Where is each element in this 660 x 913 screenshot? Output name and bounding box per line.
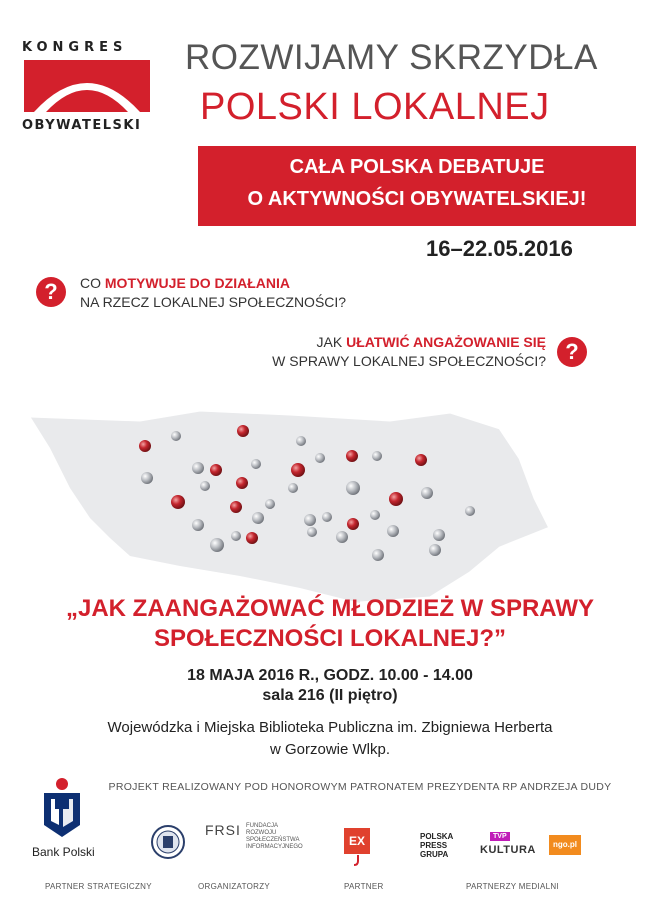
bead-red bbox=[236, 477, 248, 489]
banner-line1: CAŁA POLSKA DEBATUJE bbox=[289, 156, 545, 178]
polska-press-line2: PRESS bbox=[420, 841, 448, 850]
logo-top-text: KONGRES bbox=[22, 40, 128, 55]
partner-hook-icon bbox=[352, 855, 364, 867]
bead-silver bbox=[296, 436, 306, 446]
university-seal-icon bbox=[150, 824, 186, 860]
bead-red bbox=[210, 464, 222, 476]
debate-title-line2: SPOŁECZNOŚCI LOKALNEJ?” bbox=[153, 625, 507, 652]
bead-silver bbox=[387, 525, 399, 537]
bead-silver bbox=[171, 431, 181, 441]
page-title-line2: POLSKI LOKALNEJ bbox=[200, 86, 550, 128]
bead-silver bbox=[336, 531, 348, 543]
patronage-note: PROJEKT REALIZOWANY POD HONOROWYM PATRONATEM PREZYDENTA RP ANDRZEJA DUDY bbox=[108, 781, 612, 793]
bead-silver bbox=[251, 459, 261, 469]
event-time: 18 MAJA 2016 R., GODZ. 10.00 - 14.00 bbox=[187, 667, 473, 684]
question-2-highlight: UŁATWIĆ ANGAŻOWANIE SIĘ bbox=[346, 334, 546, 350]
frsi-line1: FUNDACJA bbox=[246, 823, 279, 829]
debate-title-line1: „JAK ZAANGAŻOWAĆ MŁODZIEŻ W SPRAWY bbox=[66, 595, 594, 622]
bead-silver bbox=[429, 544, 441, 556]
bead-silver bbox=[200, 481, 210, 491]
venue-line2: w Gorzowie Wlkp. bbox=[269, 741, 391, 758]
bead-silver bbox=[304, 514, 316, 526]
frsi-line4: INFORMACYJNEGO bbox=[246, 844, 303, 850]
bead-red bbox=[347, 518, 359, 530]
bead-silver bbox=[265, 499, 275, 509]
page-title-line1: ROZWIJAMY SKRZYDŁA bbox=[185, 38, 598, 77]
venue-line1: Wojewódzka i Miejska Biblioteka Publiczna im. Zbigniewa Herberta bbox=[107, 719, 553, 736]
question-2-prefix: JAK bbox=[316, 334, 347, 350]
frsi-line3: SPOŁECZEŃSTWA bbox=[246, 837, 300, 843]
question-2-line2: W SPRAWY LOKALNEJ SPOŁECZNOŚCI? bbox=[272, 353, 546, 369]
bead-silver bbox=[192, 462, 204, 474]
bead-red bbox=[415, 454, 427, 466]
bank-name: Bank Polski bbox=[32, 845, 95, 859]
bead-red bbox=[237, 425, 249, 437]
bead-silver bbox=[192, 519, 204, 531]
bead-red bbox=[230, 501, 242, 513]
event-room: sala 216 (II piętro) bbox=[262, 687, 398, 704]
bead-silver bbox=[372, 451, 382, 461]
poland-map-icon bbox=[30, 398, 630, 608]
tvp-kultura: KULTURA bbox=[480, 844, 536, 856]
bead-silver bbox=[433, 529, 445, 541]
label-partner: PARTNER bbox=[344, 882, 384, 891]
frsi-abbr: FRSI bbox=[205, 822, 241, 838]
frsi-full bbox=[246, 823, 303, 851]
question-2 bbox=[262, 333, 546, 371]
question-1 bbox=[80, 274, 346, 312]
label-media-partners: PARTNERZY MEDIALNI bbox=[466, 882, 559, 891]
bead-silver bbox=[465, 506, 475, 516]
ngo-logo: ngo.pl bbox=[549, 835, 581, 855]
bead-silver bbox=[315, 453, 325, 463]
bead-silver bbox=[421, 487, 433, 499]
partner-logo: EX bbox=[344, 828, 370, 854]
bead-red bbox=[171, 495, 185, 509]
tvp-badge: TVP bbox=[490, 832, 510, 841]
bead-red bbox=[246, 532, 258, 544]
label-organizers: ORGANIZATORZY bbox=[198, 882, 271, 891]
logo-bottom-text: OBYWATELSKI bbox=[22, 118, 142, 133]
label-strategic-partner: PARTNER STRATEGICZNY bbox=[45, 882, 152, 891]
question-icon: ? bbox=[557, 337, 587, 367]
bead-silver bbox=[307, 527, 317, 537]
debate-banner bbox=[198, 146, 636, 226]
bead-red bbox=[389, 492, 403, 506]
question-1-prefix: CO bbox=[80, 275, 105, 291]
bead-silver bbox=[210, 538, 224, 552]
bead-silver bbox=[231, 531, 241, 541]
bead-red bbox=[291, 463, 305, 477]
question-icon: ? bbox=[36, 277, 66, 307]
bead-silver bbox=[370, 510, 380, 520]
bead-silver bbox=[288, 483, 298, 493]
frsi-line2: ROZWOJU bbox=[246, 830, 277, 836]
bead-silver bbox=[346, 481, 360, 495]
polska-press-logo bbox=[420, 832, 453, 859]
bead-silver bbox=[252, 512, 264, 524]
question-1-line2: NA RZECZ LOKALNEJ SPOŁECZNOŚCI? bbox=[80, 294, 347, 310]
bead-red bbox=[139, 440, 151, 452]
question-1-highlight: MOTYWUJE DO DZIAŁANIA bbox=[104, 275, 290, 291]
pko-logo-icon bbox=[40, 777, 84, 839]
bead-silver bbox=[372, 549, 384, 561]
kongres-logo-icon bbox=[24, 60, 150, 112]
event-date: 16–22.05.2016 bbox=[426, 236, 573, 261]
banner-line2: O AKTYWNOŚCI OBYWATELSKIEJ! bbox=[247, 188, 587, 210]
polska-press-line3: GRUPA bbox=[420, 850, 449, 859]
bead-silver bbox=[141, 472, 153, 484]
bead-silver bbox=[322, 512, 332, 522]
polska-press-line1: POLSKA bbox=[420, 832, 454, 841]
bead-red bbox=[346, 450, 358, 462]
